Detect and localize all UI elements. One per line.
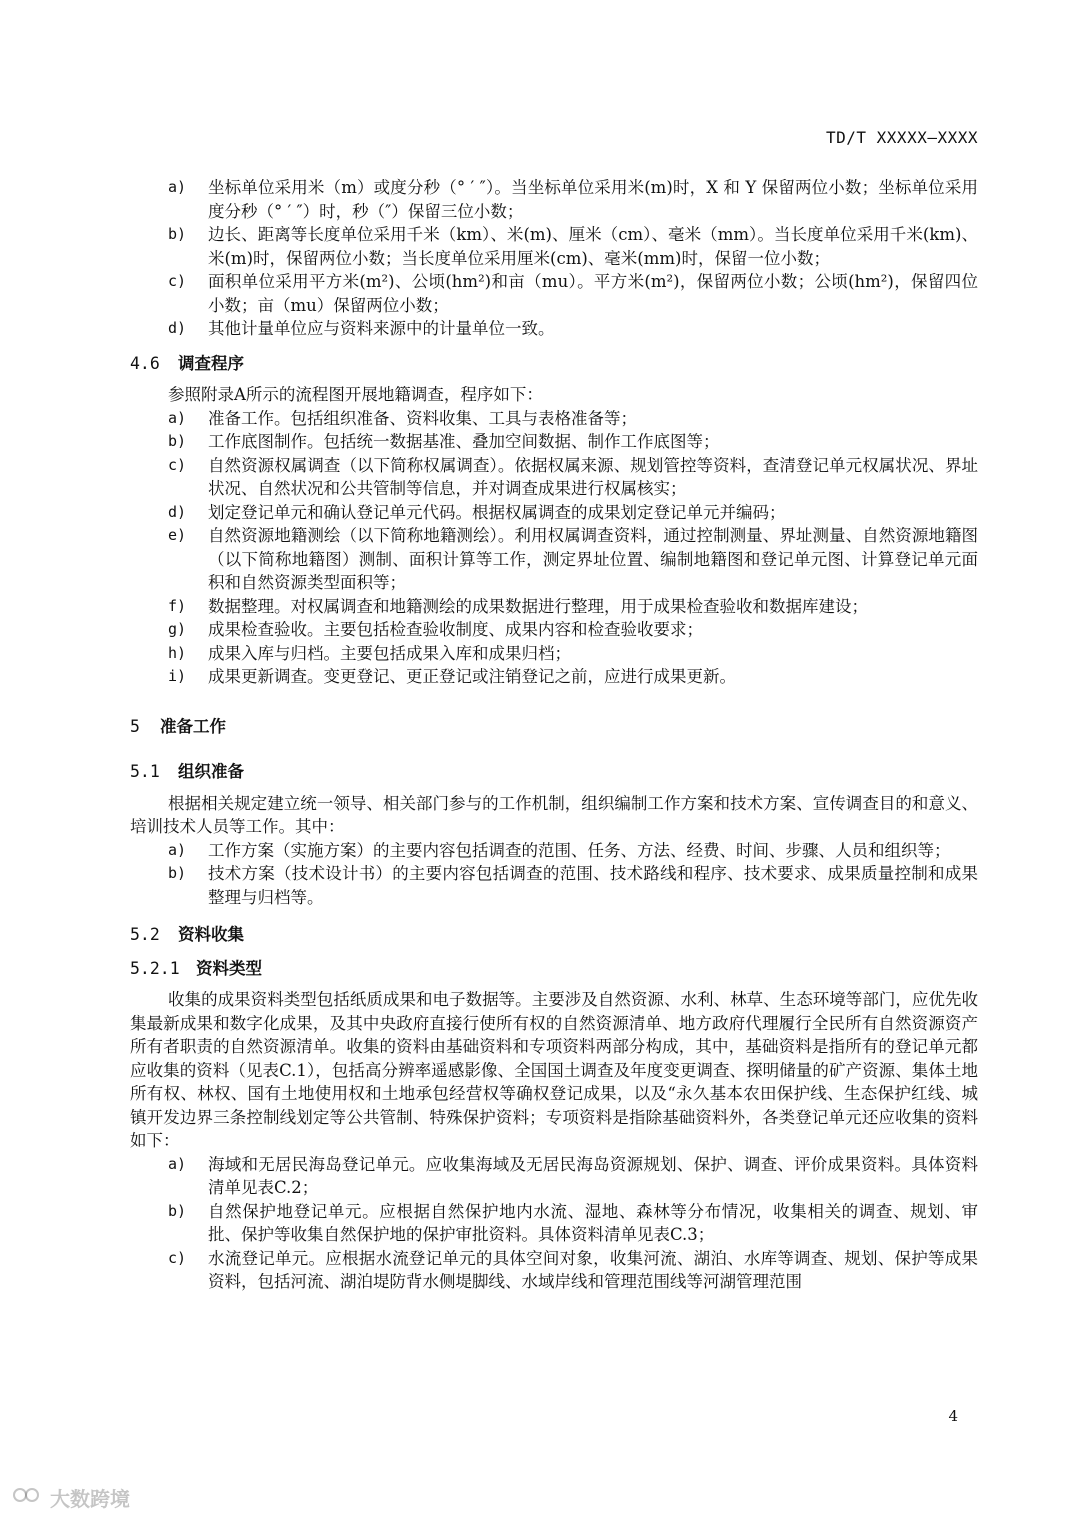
list-item: b) 边长、距离等长度单位采用千米（km）、米(m)、厘米（cm）、毫米（mm）。当长度单位采用千米(km)、米(m)时，保留两位小数；当长度单位采用厘米(cm)、毫米(mm)时，保留一位小数； [168, 225, 978, 268]
procedure-list [130, 407, 978, 689]
section-heading-5-2-1: 5.2.1 资料类型 [130, 958, 262, 978]
list-item: b) 自然保护地登记单元。应根据自然保护地内水流、湿地、森林等分布情况，收集相关的调查、规划、审批、保护等收集自然保护地的保护审批资料。具体资料清单见表C.3； [168, 1201, 978, 1244]
units-list [130, 176, 978, 341]
materials-list [130, 1153, 978, 1294]
list-item: b) 工作底图制作。包括统一数据基准、叠加空间数据、制作工作底图等； [168, 432, 720, 451]
list-item: c) 自然资源权属调查（以下简称权属调查）。依据权属来源、规划管控等资料，查清登记单元权属状况、界址状况、自然状况和公共管制等信息，并对调查成果进行权属核实； [168, 455, 978, 498]
list-item: i) 成果更新调查。变更登记、更正登记或注销登记之前，应进行成果更新。 [168, 667, 736, 686]
watermark-logo-icon [12, 1484, 44, 1511]
watermark-text: 大数跨境 [50, 1487, 130, 1511]
list-item: g) 成果检查验收。主要包括检查验收制度、成果内容和检查验收要求； [168, 620, 703, 639]
list-item: d) 其他计量单位应与资料来源中的计量单位一致。 [168, 319, 555, 338]
document-body [130, 176, 978, 1294]
list-item: a) 准备工作。包括组织准备、资料收集、工具与表格准备等； [168, 408, 637, 428]
list-item: a) 坐标单位采用米（m）或度分秒（° ′ ″）。当坐标单位采用米(m)时，X 和 Y 保留两位小数；坐标单位采用度分秒（° ′ ″）时，秒（″）保留三位小数； [168, 178, 978, 221]
section-heading-4-6: 4.6 调查程序 [130, 353, 244, 373]
list-item: a) 工作方案（实施方案）的主要内容包括调查的范围、任务、方法、经费、时间、步骤、人员和组织等； [168, 840, 951, 860]
page-number: 4 [948, 1407, 958, 1425]
section-heading-5: 5 准备工作 [130, 716, 226, 736]
section-intro: 参照附录A所示的流程图开展地籍调查，程序如下： [168, 385, 543, 404]
section-paragraph: 根据相关规定建立统一领导、相关部门参与的工作机制，组织编制工作方案和技术方案、宣传调查目的和意义、培训技术人员等工作。其中： [130, 793, 978, 836]
list-item: c) 面积单位采用平方米(m²)、公顷(hm²)和亩（mu）。平方米(m²)，保留两位小数；公顷(hm²)，保留四位小数；亩（mu）保留两位小数； [168, 272, 978, 315]
list-item: h) 成果入库与归档。主要包括成果入库和成果归档； [168, 643, 571, 663]
plan-list [130, 839, 978, 910]
list-item: e) 自然资源地籍测绘（以下简称地籍测绘）。利用权属调查资料，通过控制测量、界址测量、自然资源地籍图（以下简称地籍图）测制、面积计算等工作，测定界址位置、编制地籍图和登记单元图、计算登记单元面积和自然资源类型面积等； [168, 526, 978, 592]
list-item: c) 水流登记单元。应根据水流登记单元的具体空间对象，收集河流、湖泊、水库等调查、规划、保护等成果资料，包括河流、湖泊堤防背水侧堤脚线、水域岸线和管理范围线等河湖管理范围 [168, 1248, 978, 1291]
section-paragraph: 收集的成果资料类型包括纸质成果和电子数据等。主要涉及自然资源、水利、林草、生态环境等部门，应优先收集最新成果和数字化成果，及其中央政府直接行使所有权的自然资源清单、地方政府代理履行全民所有自然资源资产所有者职责的自然资源清单。收集的资料由基础资料和专项资料两部分构成，其中，基础资料是指所有的登记单元都应收集的资料（见表C.1），包括高分辨率遥感影像、全国国土调查及年度变更调查、探明储量的矿产资源、集体土地所有权、林权、国有土地使用权和土地承包经营权等确权登记成果，以及“永久基本农田保护线、生态保护红线、城镇开发边界三条控制线划定等公共管制、特殊保护资料；专项资料是指除基础资料外，各类登记单元还应收集的资料如下： [130, 990, 978, 1150]
list-item: b) 技术方案（技术设计书）的主要内容包括调查的范围、技术路线和程序、技术要求、成果质量控制和成果整理与归档等。 [168, 864, 978, 907]
section-heading-5-1: 5.1 组织准备 [130, 762, 244, 781]
watermark [12, 1483, 130, 1512]
section-heading-5-2: 5.2 资料收集 [130, 925, 244, 944]
list-item: a) 海域和无居民海岛登记单元。应收集海域及无居民海岛资源规划、保护、调查、评价成果资料。具体资料清单见表C.2； [168, 1154, 978, 1197]
list-item: d) 划定登记单元和确认登记单元代码。根据权属调查的成果划定登记单元并编码； [168, 502, 786, 522]
document-code: TD/T XXXXX—XXXX [826, 128, 978, 147]
list-item: f) 数据整理。对权属调查和地籍测绘的成果数据进行整理，用于成果检查验收和数据库建设； [168, 596, 868, 616]
